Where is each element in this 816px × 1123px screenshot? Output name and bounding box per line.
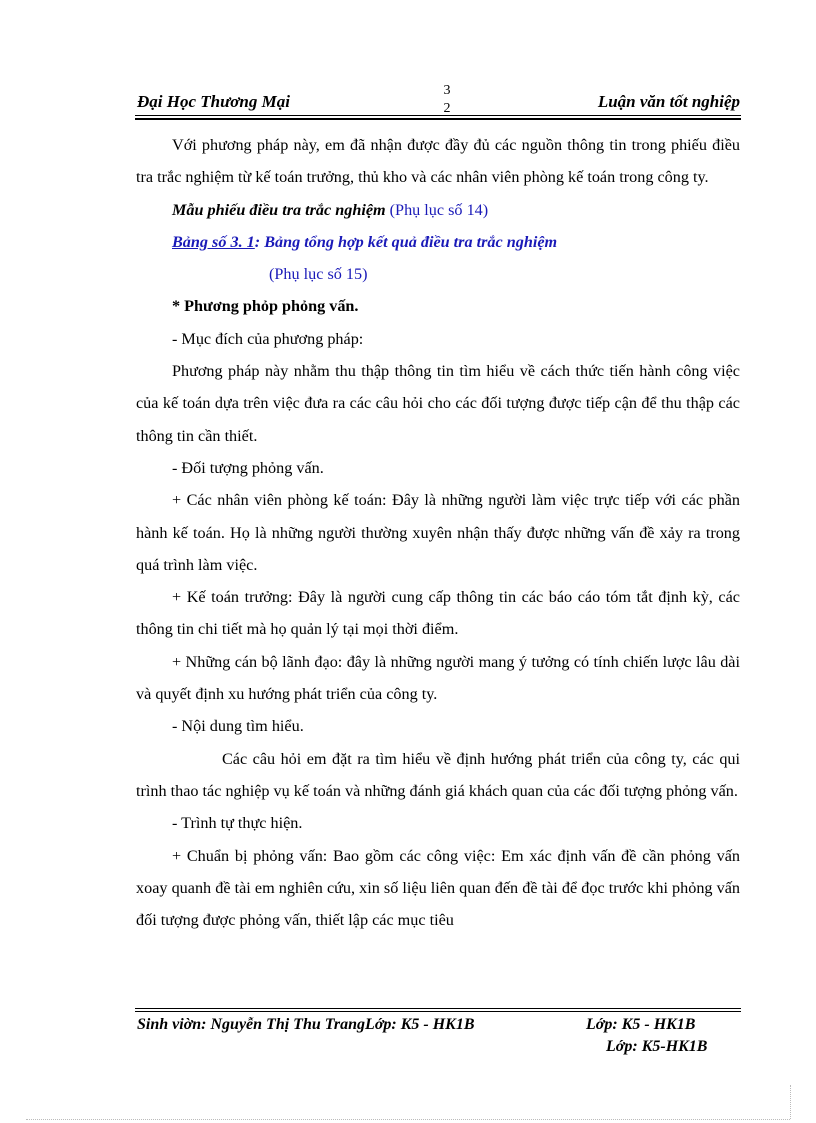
footer-divider xyxy=(135,1008,741,1009)
header-divider-thick xyxy=(135,118,741,120)
appendix-15-link[interactable]: (Phụ lục số 15) xyxy=(269,265,368,284)
document-body xyxy=(136,129,740,936)
header-university: Đại Học Thương Mại xyxy=(137,92,290,111)
paragraph: Với phương pháp này, em đã nhận được đầy đủ các nguồn thông tin trong phiếu điều tra trắc nghiệm từ kế toán trưởng, thủ kho và các nhân viên phòng kế toán trong công ty. xyxy=(136,136,740,187)
section-heading-interview: * Phương phỏp phỏng vấn. xyxy=(172,297,359,316)
page-number-bottom: 2 xyxy=(443,101,451,116)
paragraph: + Các nhân viên phòng kế toán: Đây là những người làm việc trực tiếp với các phần hành kế toán. Họ là những người thường xuyên nhận thấy được những vấn đề xảy ra trong quá trình làm việc. xyxy=(136,491,740,574)
paragraph: + Những cán bộ lãnh đạo: đây là những người mang ý tưởng có tính chiến lược lâu dài và quyết định xu hướng phát triển của công ty. xyxy=(136,652,740,704)
survey-form-label: Mẫu phiếu điều tra trắc nghiệm xyxy=(172,200,386,219)
appendix-14-link[interactable]: (Phụ lục số 14) xyxy=(385,200,489,219)
paragraph: + Chuẩn bị phỏng vấn: Bao gồm các công việc: Em xác định vấn đề cần phỏng vấn xoay quanh đề tài em nghiên cứu, xin số liệu liên quan đến đề tài để đọc trước khi phỏng vấn đối tượng được phỏng vấn, thiết lập các mục tiêu xyxy=(136,846,740,930)
footer-divider-second xyxy=(135,1011,741,1012)
paragraph: Các câu hỏi em đặt ra tìm hiểu về định hướng phát triển của công ty, các qui trình thao tác nghiệp vụ kế toán và những đánh giá khách quan của các đối tượng phỏng vấn. xyxy=(136,749,740,800)
paragraph: - Đối tượng phỏng vấn. xyxy=(172,458,324,477)
header-divider xyxy=(135,115,741,116)
table-3-1-link[interactable]: Bảng số 3. 1 xyxy=(172,232,255,251)
page-edge-right xyxy=(790,1085,791,1119)
paragraph: - Nội dung tìm hiểu. xyxy=(172,717,304,736)
paragraph: - Trình tự thực hiện. xyxy=(172,814,303,833)
table-3-1-title: : Bảng tổng hợp kết quả điều tra trắc nghiệm xyxy=(254,232,558,251)
paragraph-survey-form xyxy=(136,194,740,226)
header-thesis-title: Luận văn tốt nghiệp xyxy=(597,92,740,111)
footer-class: Lớp: K5 - HK1B xyxy=(586,1016,696,1033)
footer-class-alt: Lớp: K5-HK1B xyxy=(606,1038,708,1055)
paragraph-table-caption xyxy=(136,226,740,258)
footer-student: Sinh viờn: Nguyễn Thị Thu TrangLớp: K5 - HK1B xyxy=(137,1016,475,1033)
page-edge-bottom xyxy=(26,1119,790,1120)
paragraph: - Mục đích của phương pháp: xyxy=(172,329,364,348)
page-number-top: 3 xyxy=(443,83,451,98)
paragraph-appendix-15 xyxy=(136,258,740,290)
paragraph: + Kế toán trưởng: Đây là người cung cấp thông tin các báo cáo tóm tắt định kỳ, các thông tin chi tiết mà họ quản lý tại mọi thời điểm. xyxy=(136,588,740,639)
paragraph: Phương pháp này nhằm thu thập thông tin tìm hiểu về cách thức tiến hành công việc của kế toán dựa trên việc đưa ra các câu hỏi cho các đối tượng được tiếp cận để thu thập các thông tin cần thiết. xyxy=(136,362,740,445)
page-number xyxy=(440,82,454,118)
